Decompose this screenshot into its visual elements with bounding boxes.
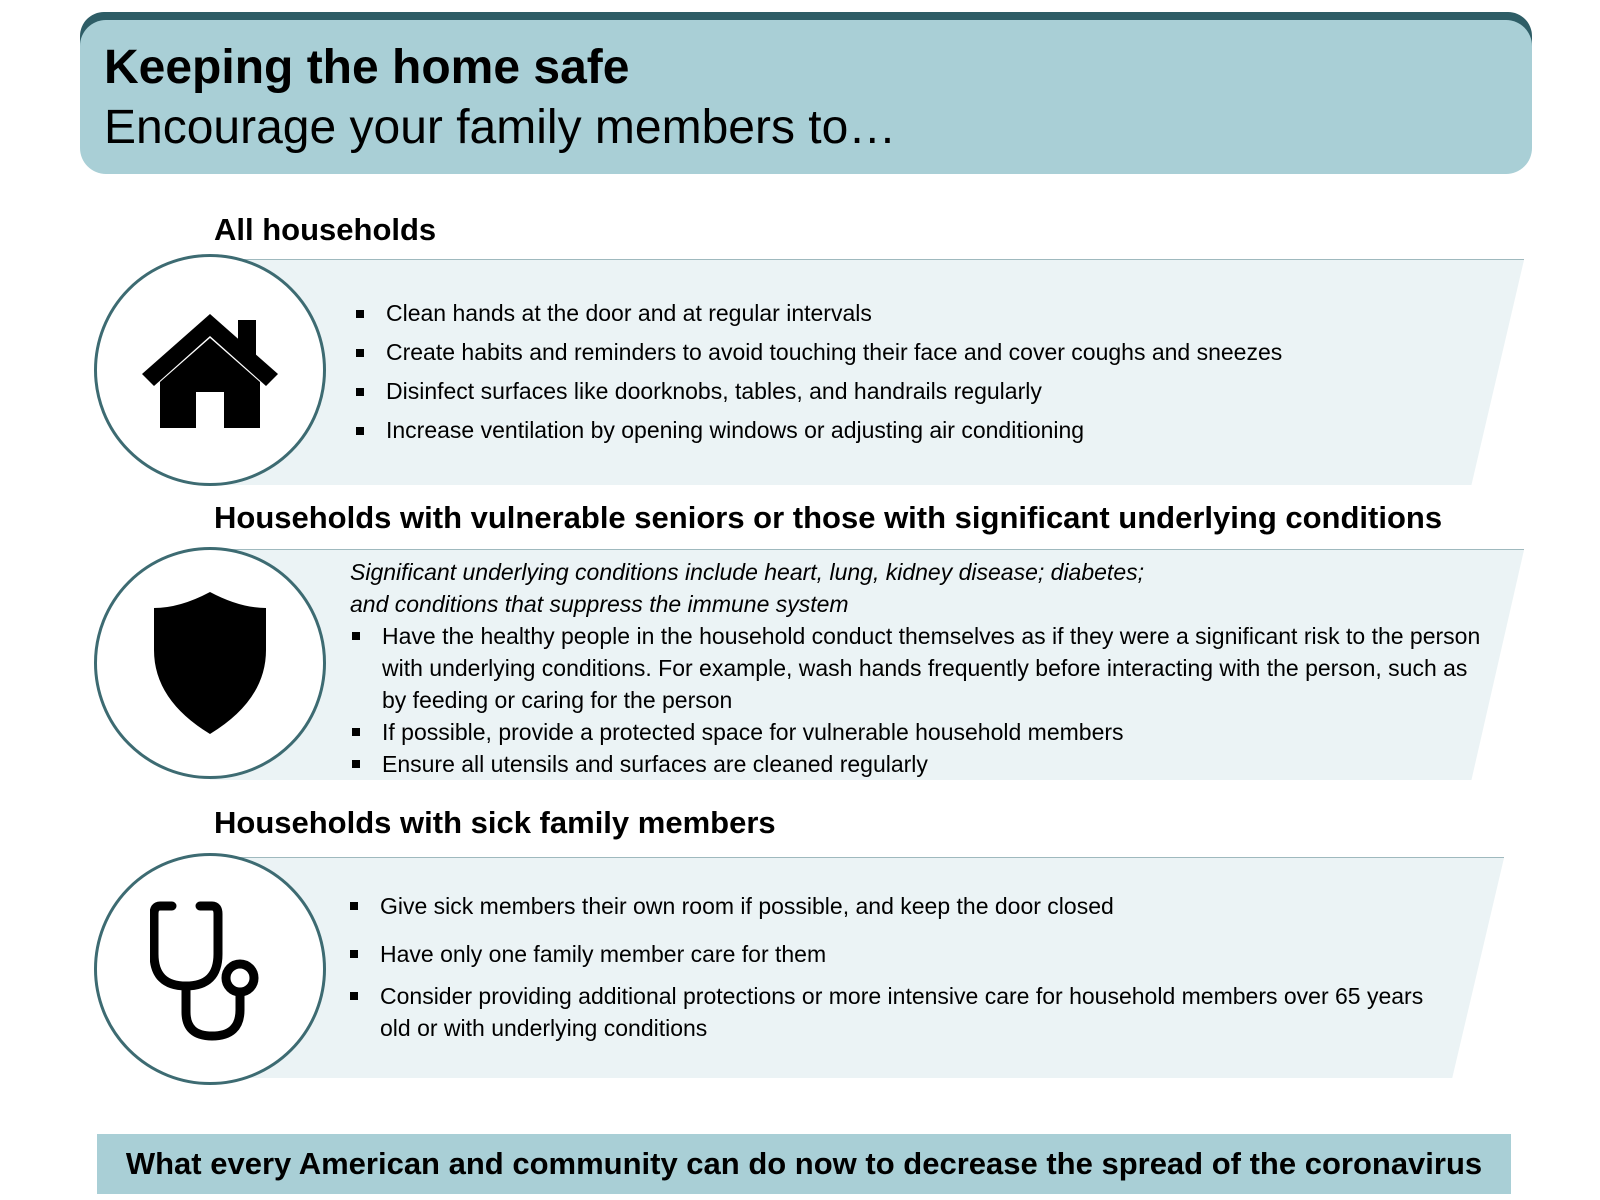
section-divider [214, 259, 1524, 260]
icon-circle [94, 853, 326, 1085]
list-item: Give sick members their own room if possible, and keep the door closed [350, 890, 1460, 922]
list-item: Clean hands at the door and at regular intervals [356, 294, 1282, 333]
note-line: Significant underlying conditions include heart, lung, kidney disease; diabetes; [350, 559, 1145, 585]
page-subtitle: Encourage your family members to… [104, 101, 897, 154]
section-divider [214, 549, 1524, 550]
section-title: All households [214, 212, 437, 247]
list-item: If possible, provide a protected space for vulnerable household members [352, 716, 1482, 748]
list-item: Have only one family member care for them [350, 938, 1460, 970]
section-divider [214, 857, 1504, 858]
icon-circle [94, 547, 326, 779]
bullet-list [356, 294, 1282, 450]
stethoscope-icon [150, 894, 270, 1044]
list-item: Ensure all utensils and surfaces are cleaned regularly [352, 748, 1482, 780]
note-line: and conditions that suppress the immune system [350, 591, 849, 617]
section-title: Households with vulnerable seniors or those with significant underlying conditions [214, 500, 1443, 535]
list-item: Create habits and reminders to avoid touching their face and cover coughs and sneezes [356, 333, 1282, 372]
list-item: Increase ventilation by opening windows or adjusting air conditioning [356, 411, 1282, 450]
page-title: Keeping the home safe [104, 41, 630, 94]
header-banner [80, 20, 1532, 174]
list-item: Have the healthy people in the household conduct themselves as if they were a significant risk to the person with underlying conditions. For example, wash hands frequently before interacting with the person, such as by feeding or caring for the person [352, 620, 1482, 716]
house-icon [140, 310, 280, 430]
bullet-list [350, 890, 1460, 1044]
section-title: Households with sick family members [214, 805, 776, 840]
bullet-list [352, 620, 1482, 780]
shield-icon [150, 588, 270, 738]
footer-banner [97, 1134, 1511, 1194]
footer-text: What every American and community can do now to decrease the spread of the coronavirus [125, 1146, 1483, 1181]
list-item: Disinfect surfaces like doorknobs, tables, and handrails regularly [356, 372, 1282, 411]
icon-circle [94, 254, 326, 486]
conditions-note [350, 556, 1144, 620]
list-item: Consider providing additional protections or more intensive care for household members over 65 years old or with underlying conditions [350, 980, 1460, 1044]
